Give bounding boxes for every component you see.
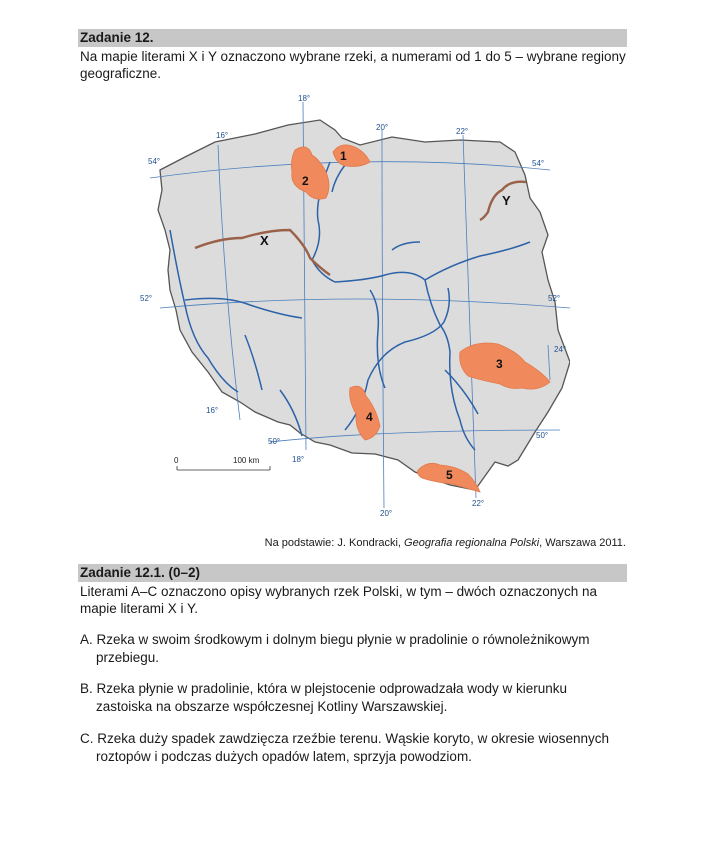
lon-label-16-top: 16° (216, 131, 229, 140)
lat-label-54-left: 54° (148, 157, 161, 166)
region-label-2: 2 (302, 174, 309, 188)
task-intro-line-1: Na mapie literami X i Y oznaczono wybrane rzeki, a numerami od 1 do 5 – wybrane regiony (80, 49, 626, 64)
region-label-3: 3 (496, 357, 503, 371)
option-c-text: C. Rzeka duży spadek zawdzięcza rzeźbie terenu. Wąskie koryto, w okresie wiosennych roztopów i podczas dużych opadów latem, sprzyja powodziom. (80, 731, 609, 764)
option-b-text: B. Rzeka płynie w pradolinie, która w plejstocenie odprowadzała wody w kierunku zastoiska na obszarze współczesnej Kotliny Warszawskiej. (80, 681, 568, 714)
region-label-1: 1 (340, 149, 347, 163)
subtask-header: Zadanie 12.1. (0–2) (78, 564, 627, 582)
lon-label-24: 24° (554, 345, 567, 354)
lon-label-22-top: 22° (456, 127, 469, 136)
lat-label-50-right: 50° (536, 431, 549, 440)
lat-label-54-right: 54° (532, 159, 545, 168)
scale-start: 0 (174, 456, 179, 465)
scale-end: 100 km (233, 456, 260, 465)
region-label-4: 4 (366, 410, 373, 424)
lon-label-16-bottom: 16° (206, 406, 219, 415)
task-header: Zadanie 12. (78, 29, 627, 47)
river-label-x: X (260, 233, 269, 248)
lon-label-22-bottom: 22° (472, 499, 485, 508)
option-c (80, 730, 620, 766)
lat-label-50-left: 50° (268, 437, 281, 446)
region-label-5: 5 (446, 468, 453, 482)
map-source (265, 537, 626, 549)
lat-label-52-left: 52° (140, 294, 153, 303)
lon-label-18-top: 18° (298, 94, 311, 103)
scale-bar (174, 456, 270, 470)
source-prefix: Na podstawie: J. Kondracki, (264, 537, 405, 549)
lat-label-52-right: 52° (548, 294, 561, 303)
lon-label-20-top: 20° (376, 123, 389, 132)
subtask-intro-line-1: Literami A–C oznaczono opisy wybranych rzek Polski, w tym – dwóch oznaczonych na (80, 584, 597, 599)
subtask-intro-line-2: mapie literami X i Y. (80, 601, 199, 616)
task-intro-line-2: geograficzne. (80, 66, 162, 81)
source-suffix: , Warszawa 2011. (539, 537, 626, 549)
lon-label-18-bottom: 18° (292, 455, 305, 464)
option-a (80, 631, 620, 667)
option-a-text: A. Rzeka w swoim środkowym i dolnym biegu płynie w pradolinie o równoleżnikowym przebiegu. (80, 632, 590, 665)
lon-label-20-bottom: 20° (380, 509, 393, 518)
option-b (80, 680, 620, 716)
source-title: Geografia regionalna Polski (404, 537, 540, 549)
river-label-y: Y (502, 193, 511, 208)
poland-map (130, 90, 570, 522)
